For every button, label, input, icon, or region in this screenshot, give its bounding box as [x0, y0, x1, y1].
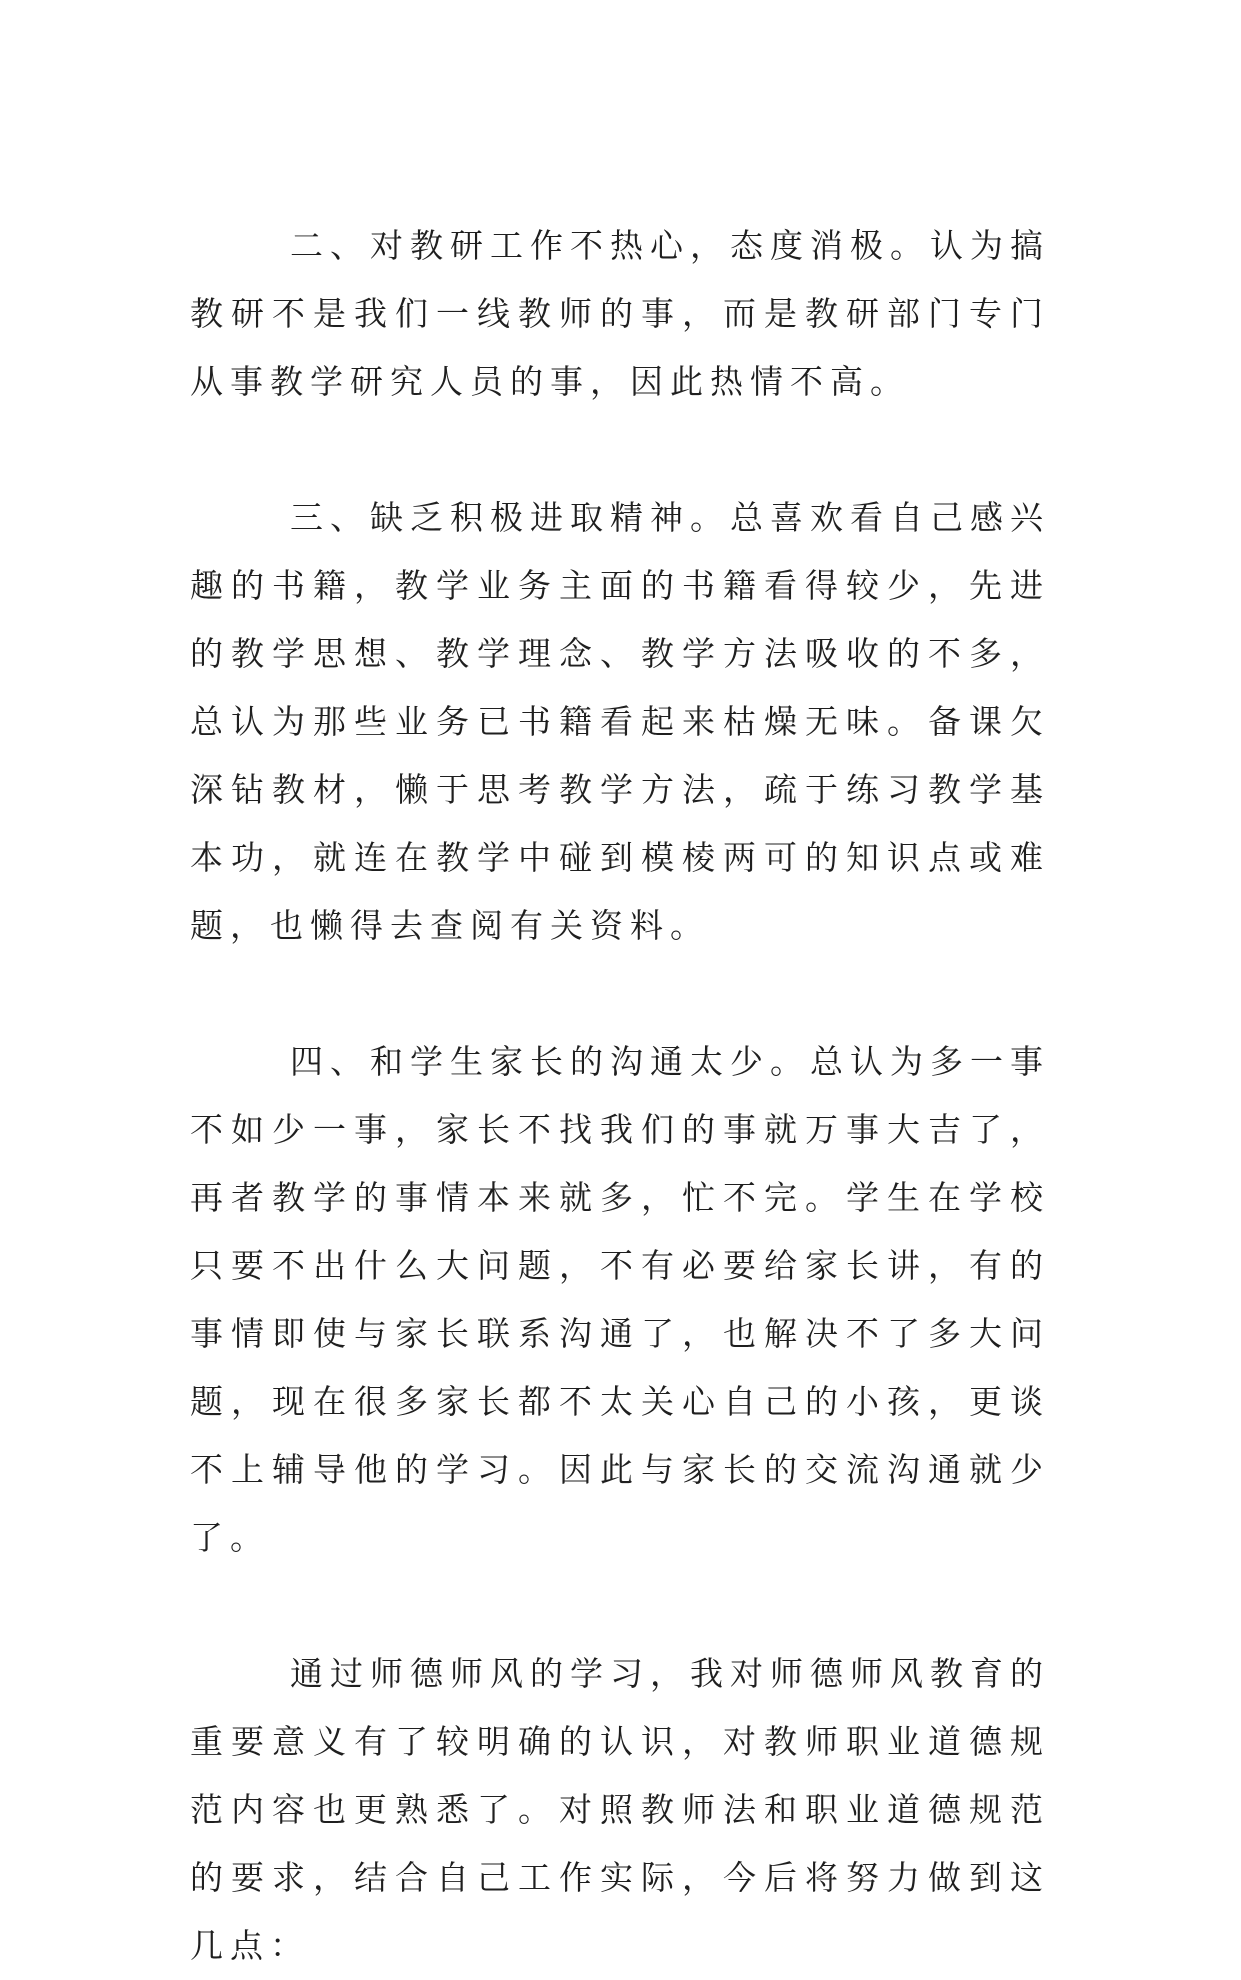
paragraph-teaching-research: 二、对教研工作不热心，态度消极。认为搞教研不是我们一线教师的事，而是教研部门专门从事教学研究人员的事，因此热情不高。	[190, 226, 1050, 401]
paragraph-lack-of-initiative: 三、缺乏积极进取精神。总喜欢看自己感兴趣的书籍，教学业务主面的书籍看得较少，先进的教学思想、教学理念、教学方法吸收的不多，总认为那些业务已书籍看起来枯燥无味。备课欠深钻教材，懒于思考教学方法，疏于练习教学基本功，就连在教学中碰到模棱两可的知识点或难题，也懒得去查阅有关资料。	[190, 498, 1050, 945]
document-body	[190, 212, 1050, 1980]
paragraph-conclusion: 通过师德师风的学习，我对师德师风教育的重要意义有了较明确的认识，对教师职业道德规范内容也更熟悉了。对照教师法和职业道德规范的要求，结合自己工作实际，今后将努力做到这几点：	[190, 1654, 1050, 1965]
paragraph-parent-communication: 四、和学生家长的沟通太少。总认为多一事不如少一事，家长不找我们的事就万事大吉了，再者教学的事情本来就多，忙不完。学生在学校只要不出什么大问题，不有必要给家长讲，有的事情即使与家长联系沟通了，也解决不了多大问题，现在很多家长都不太关心自己的小孩，更谈不上辅导他的学习。因此与家长的交流沟通就少了。	[190, 1042, 1050, 1557]
